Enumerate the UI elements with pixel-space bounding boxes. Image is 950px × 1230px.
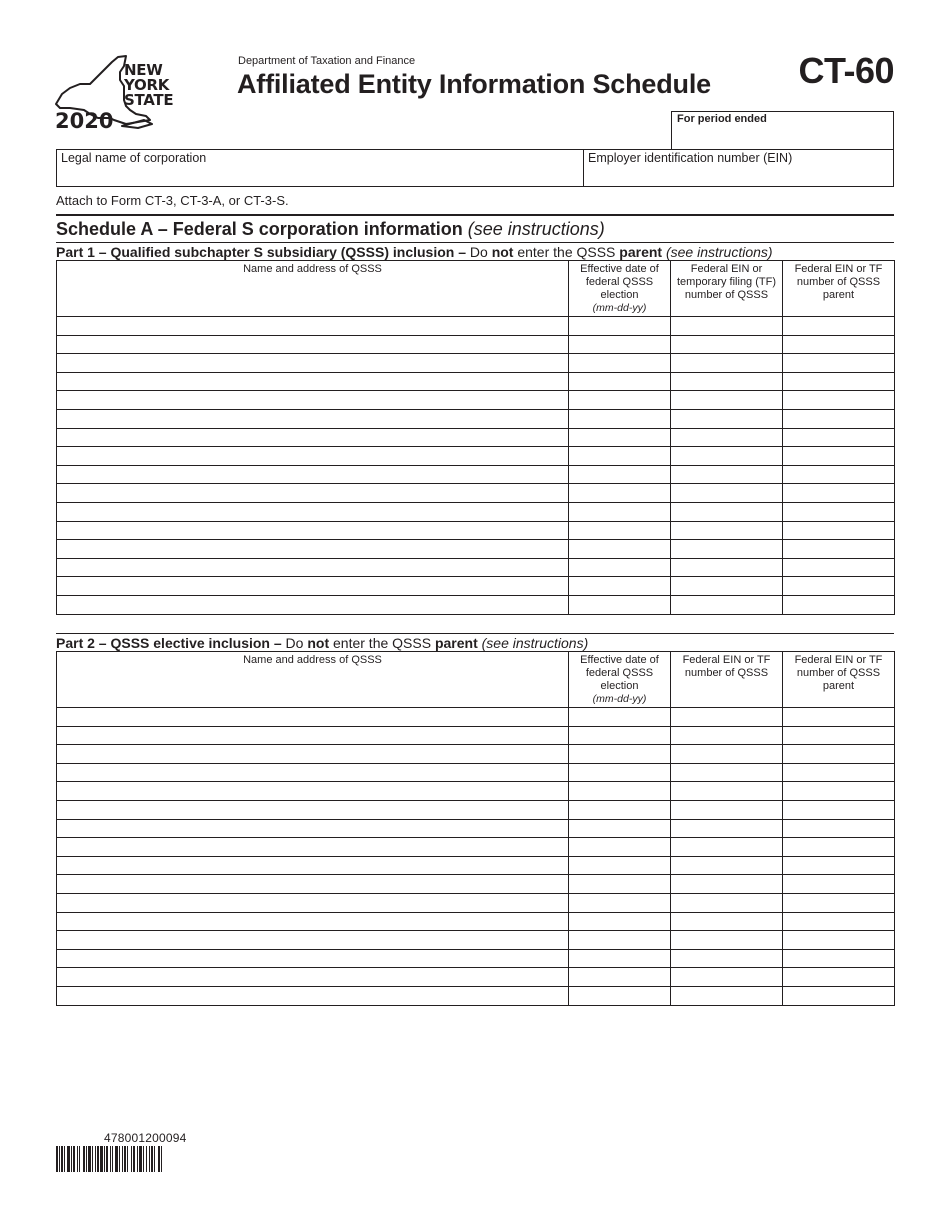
effective-date-cell[interactable] xyxy=(569,372,671,391)
parent-ein-cell[interactable] xyxy=(783,968,895,987)
qsss-ein-cell[interactable] xyxy=(671,763,783,782)
barcode-bar xyxy=(106,1146,108,1172)
nys-logo xyxy=(54,54,184,134)
parent-ein-cell[interactable] xyxy=(783,949,895,968)
part1-divider xyxy=(56,242,894,243)
parent-ein-cell[interactable] xyxy=(783,354,895,373)
name-address-cell[interactable] xyxy=(57,577,569,596)
name-address-cell[interactable] xyxy=(57,893,569,912)
effective-date-cell[interactable] xyxy=(569,763,671,782)
schedule-a-title: Schedule A – Federal S corporation information (see instructions) xyxy=(56,219,605,239)
qsss-ein-cell[interactable] xyxy=(671,465,783,484)
barcode-bar xyxy=(158,1146,160,1172)
parent-ein-cell[interactable] xyxy=(783,838,895,857)
parent-ein-cell[interactable] xyxy=(783,595,895,614)
name-address-cell[interactable] xyxy=(57,465,569,484)
name-address-cell[interactable] xyxy=(57,986,569,1005)
part1-header-row xyxy=(57,261,895,317)
qsss-ein-cell[interactable] xyxy=(671,521,783,540)
table-row xyxy=(57,558,895,577)
nys-wordmark: NEW YORK STATE xyxy=(124,61,174,109)
barcode-bar xyxy=(127,1146,128,1172)
parent-ein-cell[interactable] xyxy=(783,317,895,336)
parent-ein-cell[interactable] xyxy=(783,875,895,894)
barcode-bar xyxy=(92,1146,93,1172)
barcode-icon xyxy=(56,1146,240,1172)
qsss-ein-cell[interactable] xyxy=(671,782,783,801)
name-address-cell[interactable] xyxy=(57,595,569,614)
schedule-divider xyxy=(56,214,894,216)
barcode-bar xyxy=(115,1146,118,1172)
effective-date-cell[interactable] xyxy=(569,521,671,540)
parent-ein-cell[interactable] xyxy=(783,800,895,819)
name-address-cell[interactable] xyxy=(57,968,569,987)
effective-date-cell[interactable] xyxy=(569,726,671,745)
qsss-ein-cell[interactable] xyxy=(671,372,783,391)
parent-ein-cell[interactable] xyxy=(783,856,895,875)
table-row xyxy=(57,409,895,428)
barcode-bar xyxy=(83,1146,85,1172)
part1-title: Part 1 – Qualified subchapter S subsidiary (QSSS) inclusion – Do not enter the QSSS parent (see instructions) xyxy=(56,244,773,260)
effective-date-cell[interactable] xyxy=(569,409,671,428)
qsss-ein-cell[interactable] xyxy=(671,912,783,931)
col-effective-date: Effective date of federal QSSS election (mm-dd-yy) xyxy=(569,652,671,708)
parent-ein-cell[interactable] xyxy=(783,782,895,801)
effective-date-cell[interactable] xyxy=(569,447,671,466)
name-address-cell[interactable] xyxy=(57,912,569,931)
name-address-cell[interactable] xyxy=(57,317,569,336)
table-row xyxy=(57,763,895,782)
qsss-ein-cell[interactable] xyxy=(671,745,783,764)
barcode-bar xyxy=(161,1146,162,1172)
qsss-ein-cell[interactable] xyxy=(671,391,783,410)
effective-date-cell[interactable] xyxy=(569,782,671,801)
barcode-bar xyxy=(97,1146,99,1172)
parent-ein-cell[interactable] xyxy=(783,912,895,931)
col-effective-date: Effective date of federal QSSS election (mm-dd-yy) xyxy=(569,261,671,317)
barcode-bar xyxy=(122,1146,123,1172)
effective-date-cell[interactable] xyxy=(569,968,671,987)
parent-ein-cell[interactable] xyxy=(783,745,895,764)
table-row xyxy=(57,708,895,727)
parent-ein-cell[interactable] xyxy=(783,577,895,596)
qsss-ein-cell[interactable] xyxy=(671,875,783,894)
parent-ein-cell[interactable] xyxy=(783,986,895,1005)
name-address-cell[interactable] xyxy=(57,502,569,521)
effective-date-cell[interactable] xyxy=(569,595,671,614)
qsss-ein-cell[interactable] xyxy=(671,354,783,373)
name-address-cell[interactable] xyxy=(57,819,569,838)
table-row xyxy=(57,372,895,391)
name-address-cell[interactable] xyxy=(57,484,569,503)
effective-date-cell[interactable] xyxy=(569,354,671,373)
barcode-bar xyxy=(124,1146,126,1172)
name-address-cell[interactable] xyxy=(57,763,569,782)
table-row xyxy=(57,354,895,373)
qsss-ein-cell[interactable] xyxy=(671,409,783,428)
parent-ein-cell[interactable] xyxy=(783,391,895,410)
col-name-address: Name and address of QSSS xyxy=(57,261,569,317)
parent-ein-cell[interactable] xyxy=(783,819,895,838)
barcode-bar xyxy=(100,1146,103,1172)
barcode-bar xyxy=(56,1146,58,1172)
barcode-number: 478001200094 xyxy=(104,1131,187,1145)
qsss-ein-cell[interactable] xyxy=(671,577,783,596)
table-row xyxy=(57,912,895,931)
effective-date-cell[interactable] xyxy=(569,745,671,764)
qsss-ein-cell[interactable] xyxy=(671,484,783,503)
effective-date-cell[interactable] xyxy=(569,428,671,447)
legal-name-field[interactable] xyxy=(57,150,584,186)
qsss-ein-cell[interactable] xyxy=(671,986,783,1005)
table-row xyxy=(57,949,895,968)
table-row xyxy=(57,838,895,857)
ein-field[interactable] xyxy=(584,150,893,186)
table-row xyxy=(57,931,895,950)
name-address-cell[interactable] xyxy=(57,409,569,428)
qsss-ein-cell[interactable] xyxy=(671,502,783,521)
table-row xyxy=(57,484,895,503)
name-address-cell[interactable] xyxy=(57,800,569,819)
qsss-ein-cell[interactable] xyxy=(671,931,783,950)
part2-title: Part 2 – QSSS elective inclusion – Do not enter the QSSS parent (see instructions) xyxy=(56,635,589,651)
barcode-bar xyxy=(154,1146,155,1172)
parent-ein-cell[interactable] xyxy=(783,893,895,912)
parent-ein-cell[interactable] xyxy=(783,708,895,727)
qsss-ein-cell[interactable] xyxy=(671,595,783,614)
barcode-bar xyxy=(104,1146,105,1172)
part1-table xyxy=(56,260,895,615)
table-row xyxy=(57,856,895,875)
parent-ein-cell[interactable] xyxy=(783,465,895,484)
qsss-ein-cell[interactable] xyxy=(671,558,783,577)
name-address-cell[interactable] xyxy=(57,708,569,727)
barcode-bar xyxy=(119,1146,120,1172)
parent-ein-cell[interactable] xyxy=(783,428,895,447)
parent-ein-cell[interactable] xyxy=(783,447,895,466)
barcode-bar xyxy=(143,1146,144,1172)
col-name-address: Name and address of QSSS xyxy=(57,652,569,708)
table-row xyxy=(57,447,895,466)
parent-ein-cell[interactable] xyxy=(783,540,895,559)
name-address-cell[interactable] xyxy=(57,558,569,577)
parent-ein-cell[interactable] xyxy=(783,372,895,391)
qsss-ein-cell[interactable] xyxy=(671,949,783,968)
parent-ein-cell[interactable] xyxy=(783,335,895,354)
identity-row xyxy=(56,149,894,187)
barcode-bar xyxy=(86,1146,87,1172)
table-row xyxy=(57,428,895,447)
name-address-cell[interactable] xyxy=(57,931,569,950)
table-row xyxy=(57,540,895,559)
table-row xyxy=(57,819,895,838)
form-number: CT-60 xyxy=(798,50,894,91)
qsss-ein-cell[interactable] xyxy=(671,726,783,745)
name-address-cell[interactable] xyxy=(57,875,569,894)
barcode-bar xyxy=(67,1146,70,1172)
table-row xyxy=(57,335,895,354)
qsss-ein-cell[interactable] xyxy=(671,428,783,447)
name-address-cell[interactable] xyxy=(57,428,569,447)
barcode-bar xyxy=(139,1146,142,1172)
table-row xyxy=(57,595,895,614)
table-row xyxy=(57,521,895,540)
effective-date-cell[interactable] xyxy=(569,893,671,912)
table-row xyxy=(57,577,895,596)
barcode-bar xyxy=(71,1146,72,1172)
table-row xyxy=(57,986,895,1005)
barcode-bar xyxy=(133,1146,135,1172)
effective-date-cell[interactable] xyxy=(569,465,671,484)
name-address-cell[interactable] xyxy=(57,540,569,559)
attach-note: Attach to Form CT-3, CT-3-A, or CT-3-S. xyxy=(56,193,289,208)
effective-date-cell[interactable] xyxy=(569,856,671,875)
effective-date-cell[interactable] xyxy=(569,484,671,503)
table-row xyxy=(57,726,895,745)
parent-ein-cell[interactable] xyxy=(783,521,895,540)
effective-date-cell[interactable] xyxy=(569,949,671,968)
table-row xyxy=(57,875,895,894)
table-row xyxy=(57,893,895,912)
table-row xyxy=(57,968,895,987)
effective-date-cell[interactable] xyxy=(569,317,671,336)
parent-ein-cell[interactable] xyxy=(783,931,895,950)
effective-date-cell[interactable] xyxy=(569,708,671,727)
effective-date-cell[interactable] xyxy=(569,986,671,1005)
name-address-cell[interactable] xyxy=(57,726,569,745)
barcode-bar xyxy=(59,1146,60,1172)
qsss-ein-cell[interactable] xyxy=(671,819,783,838)
qsss-ein-cell[interactable] xyxy=(671,838,783,857)
name-address-cell[interactable] xyxy=(57,838,569,857)
effective-date-cell[interactable] xyxy=(569,558,671,577)
barcode-bar xyxy=(77,1146,78,1172)
name-address-cell[interactable] xyxy=(57,521,569,540)
name-address-cell[interactable] xyxy=(57,745,569,764)
effective-date-cell[interactable] xyxy=(569,819,671,838)
qsss-ein-cell[interactable] xyxy=(671,540,783,559)
barcode-bar xyxy=(95,1146,96,1172)
name-address-cell[interactable] xyxy=(57,782,569,801)
barcode-bar xyxy=(151,1146,153,1172)
barcode-bar xyxy=(79,1146,80,1172)
barcode-bar xyxy=(131,1146,132,1172)
name-address-cell[interactable] xyxy=(57,335,569,354)
table-row xyxy=(57,745,895,764)
table-row xyxy=(57,502,895,521)
effective-date-cell[interactable] xyxy=(569,875,671,894)
legal-name-label: Legal name of corporation xyxy=(61,151,207,165)
col-qsss-ein: Federal EIN or TF number of QSSS xyxy=(671,652,783,708)
barcode-bar xyxy=(137,1146,138,1172)
name-address-cell[interactable] xyxy=(57,949,569,968)
name-address-cell[interactable] xyxy=(57,354,569,373)
qsss-ein-cell[interactable] xyxy=(671,856,783,875)
barcode-bar xyxy=(149,1146,150,1172)
col-parent-ein: Federal EIN or TF number of QSSS parent xyxy=(783,261,895,317)
period-ended-field[interactable] xyxy=(671,111,894,150)
barcode-bar xyxy=(146,1146,147,1172)
effective-date-cell[interactable] xyxy=(569,391,671,410)
qsss-ein-cell[interactable] xyxy=(671,317,783,336)
barcode-bar xyxy=(73,1146,75,1172)
parent-ein-cell[interactable] xyxy=(783,726,895,745)
barcode-bar xyxy=(110,1146,111,1172)
part2-header-row xyxy=(57,652,895,708)
parent-ein-cell[interactable] xyxy=(783,409,895,428)
qsss-ein-cell[interactable] xyxy=(671,968,783,987)
table-row xyxy=(57,317,895,336)
qsss-ein-cell[interactable] xyxy=(671,447,783,466)
part2-table xyxy=(56,651,895,1006)
form-year: 2020 xyxy=(55,109,114,133)
parent-ein-cell[interactable] xyxy=(783,502,895,521)
parent-ein-cell[interactable] xyxy=(783,763,895,782)
name-address-cell[interactable] xyxy=(57,391,569,410)
effective-date-cell[interactable] xyxy=(569,838,671,857)
effective-date-cell[interactable] xyxy=(569,800,671,819)
qsss-ein-cell[interactable] xyxy=(671,708,783,727)
qsss-ein-cell[interactable] xyxy=(671,335,783,354)
department-name: Department of Taxation and Finance xyxy=(238,55,416,67)
name-address-cell[interactable] xyxy=(57,372,569,391)
name-address-cell[interactable] xyxy=(57,856,569,875)
part2-divider xyxy=(56,633,894,634)
effective-date-cell[interactable] xyxy=(569,540,671,559)
period-ended-label: For period ended xyxy=(677,113,767,125)
qsss-ein-cell[interactable] xyxy=(671,800,783,819)
table-row xyxy=(57,800,895,819)
barcode-bar xyxy=(88,1146,91,1172)
effective-date-cell[interactable] xyxy=(569,912,671,931)
barcode-bar xyxy=(112,1146,113,1172)
form-title: Affiliated Entity Information Schedule xyxy=(237,69,711,99)
table-row xyxy=(57,465,895,484)
name-address-cell[interactable] xyxy=(57,447,569,466)
col-parent-ein: Federal EIN or TF number of QSSS parent xyxy=(783,652,895,708)
effective-date-cell[interactable] xyxy=(569,577,671,596)
parent-ein-cell[interactable] xyxy=(783,484,895,503)
effective-date-cell[interactable] xyxy=(569,931,671,950)
barcode-bar xyxy=(61,1146,63,1172)
table-row xyxy=(57,391,895,410)
ein-label: Employer identification number (EIN) xyxy=(588,151,793,165)
qsss-ein-cell[interactable] xyxy=(671,893,783,912)
effective-date-cell[interactable] xyxy=(569,502,671,521)
parent-ein-cell[interactable] xyxy=(783,558,895,577)
table-row xyxy=(57,782,895,801)
col-qsss-ein: Federal EIN or temporary filing (TF) number of QSSS xyxy=(671,261,783,317)
barcode-bar xyxy=(64,1146,65,1172)
effective-date-cell[interactable] xyxy=(569,335,671,354)
